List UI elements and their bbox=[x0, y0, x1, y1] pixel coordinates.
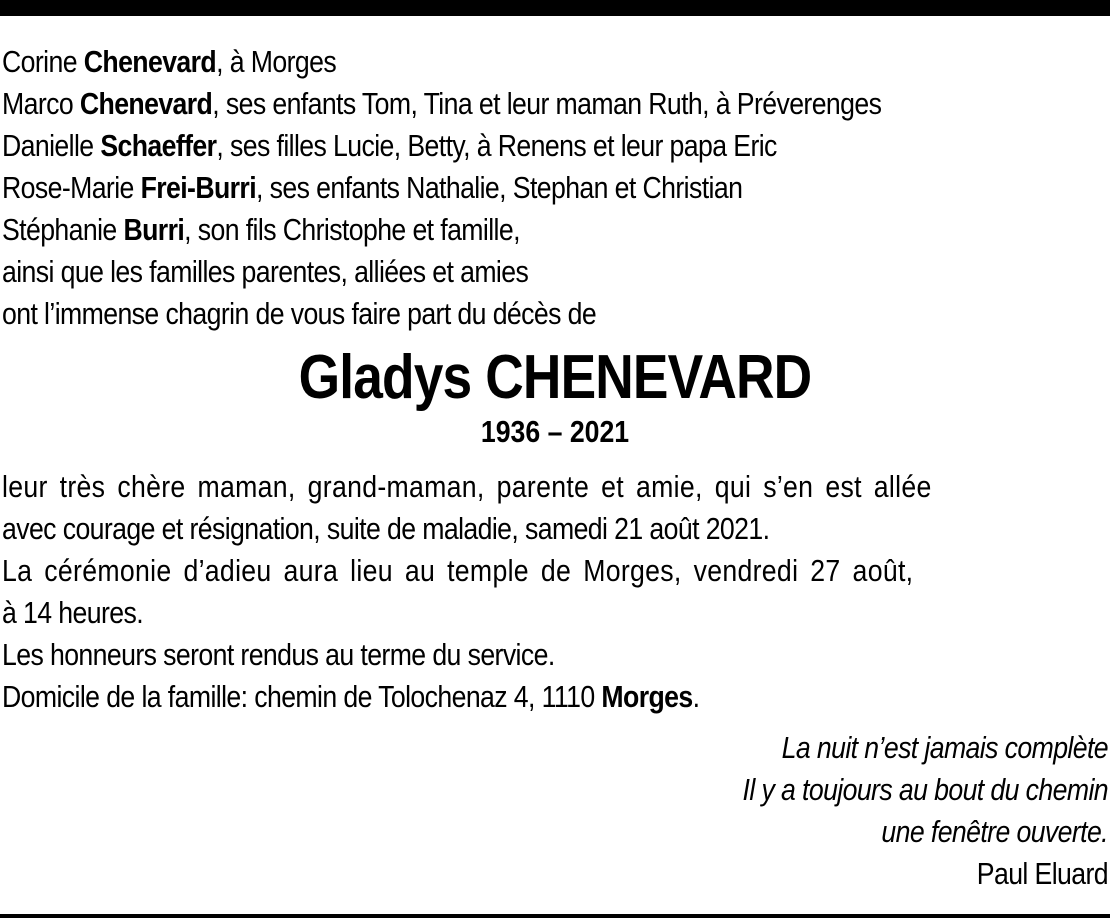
last-name: Schaeffer bbox=[100, 128, 217, 163]
body-line-2: avec courage et résignation, suite de maladie, samedi 21 août 2021. bbox=[2, 511, 770, 546]
last-name: Chenevard bbox=[79, 86, 213, 121]
life-dates: 1936 – 2021 bbox=[480, 414, 630, 449]
top-rule bbox=[0, 0, 1110, 16]
family-detail: , ses enfants Nathalie, Stephan et Christian bbox=[256, 170, 743, 205]
notice-body bbox=[2, 466, 1108, 718]
family-detail: , à Morges bbox=[216, 44, 337, 79]
poem-block bbox=[408, 727, 1108, 895]
family-line-corine bbox=[2, 41, 953, 83]
family-detail: , son fils Christophe et famille, bbox=[184, 212, 520, 247]
first-name: Rose-Marie bbox=[2, 170, 141, 205]
poem-line-2: Il y a toujours au bout du chemin bbox=[742, 772, 1108, 807]
bottom-rule bbox=[0, 914, 1110, 918]
family-line-danielle bbox=[2, 125, 953, 167]
family-line-stephanie bbox=[2, 209, 953, 251]
announcement-line: ont l’immense chagrin de vous faire part du décès de bbox=[2, 296, 597, 331]
last-name: Burri bbox=[123, 212, 185, 247]
poem-line-1: La nuit n’est jamais complète bbox=[781, 730, 1108, 765]
last-name: Frei-Burri bbox=[140, 170, 257, 205]
family-detail: , ses filles Lucie, Betty, à Renens et leur papa Eric bbox=[216, 128, 777, 163]
body-line-3: La cérémonie d’adieu aura lieu au temple de Morges, vendredi 27 août, bbox=[2, 553, 914, 588]
body-line-6 bbox=[2, 676, 953, 718]
relatives-line: ainsi que les familles parentes, alliées et amies bbox=[2, 254, 529, 289]
first-name: Danielle bbox=[2, 128, 101, 163]
address-text: Domicile de la famille: chemin de Tolochenaz 4, 1110 bbox=[2, 679, 602, 714]
address-period: . bbox=[692, 679, 700, 714]
last-name: Chenevard bbox=[83, 44, 217, 79]
deceased-name: Gladys CHENEVARD bbox=[298, 343, 812, 412]
family-detail: , ses enfants Tom, Tina et leur maman Ruth, à Préverenges bbox=[212, 86, 882, 121]
address-town: Morges bbox=[601, 679, 693, 714]
first-name: Stéphanie bbox=[2, 212, 124, 247]
family-line-marco bbox=[2, 83, 953, 125]
first-name: Marco bbox=[2, 86, 80, 121]
body-line-5: Les honneurs seront rendus au terme du service. bbox=[2, 637, 555, 672]
first-name: Corine bbox=[2, 44, 84, 79]
body-line-1: leur très chère maman, grand-maman, parente et amie, qui s’en est allée bbox=[2, 469, 932, 504]
family-list bbox=[2, 41, 1108, 335]
poem-author: Paul Eluard bbox=[976, 856, 1108, 891]
poem-line-3: une fenêtre ouverte. bbox=[881, 814, 1108, 849]
family-line-rose-marie bbox=[2, 167, 953, 209]
body-line-4: à 14 heures. bbox=[2, 595, 143, 630]
